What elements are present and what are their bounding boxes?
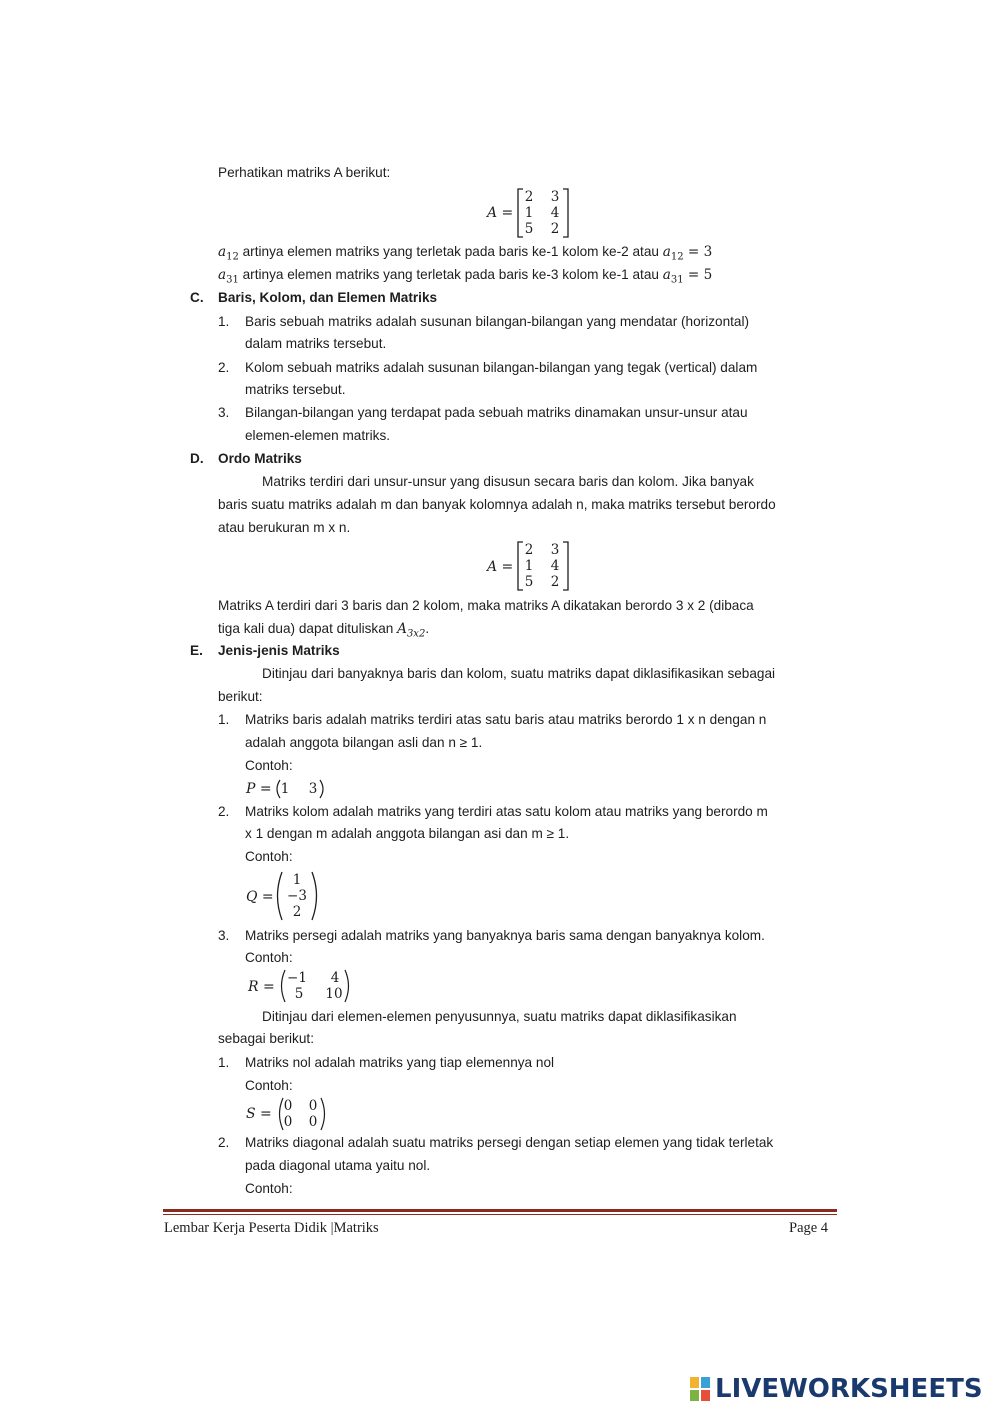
- matrix-r-cell: 5: [294, 986, 304, 1002]
- section-d-letter: D.: [190, 451, 204, 466]
- a12-value: = 3: [683, 244, 713, 260]
- list-number: 1.: [218, 314, 230, 329]
- matrix-a-cell: 1: [524, 205, 534, 221]
- contoh-label: Contoh:: [245, 950, 293, 965]
- list-number: 2.: [218, 804, 230, 819]
- list-number: 3.: [218, 405, 230, 420]
- a31-symbol: a: [218, 267, 227, 283]
- section-d-title: Ordo Matriks: [218, 451, 302, 466]
- ordo-line: [218, 620, 429, 638]
- ordo-subscript: 3x2: [406, 628, 426, 640]
- matrix-a-cell: 4: [550, 205, 560, 221]
- matrix-s-cell: 0: [283, 1098, 293, 1114]
- list-item-line: Matriks diagonal adalah suatu matriks persegi dengan setiap elemen yang tidak terletak: [245, 1135, 774, 1150]
- logo-square-icon: [690, 1390, 699, 1401]
- contoh-label: Contoh:: [245, 1078, 293, 1093]
- matrix-a2-cell: 1: [524, 558, 534, 574]
- matrix-s-cell: 0: [283, 1114, 293, 1130]
- a31-line: [218, 266, 712, 284]
- list-item-line: Matriks nol adalah matriks yang tiap elemennya nol: [245, 1055, 555, 1070]
- a31-subscript: 31: [670, 274, 684, 286]
- matrix-p: [274, 779, 326, 799]
- paragraph-line: Ditinjau dari banyaknya baris dan kolom, suatu matriks dapat diklasifikasikan sebagai: [262, 666, 776, 681]
- matrix-s: [276, 1097, 328, 1131]
- a12-text: artinya elemen matriks yang terletak pada baris ke-1 kolom ke-2 atau: [238, 244, 663, 259]
- matrix-r-cell: 10: [325, 986, 343, 1002]
- matrix-a-cell: 3: [550, 189, 560, 205]
- matrix-a-label: A =: [487, 205, 514, 221]
- list-item-line: elemen-elemen matriks.: [245, 428, 391, 443]
- a12-subscript: 12: [226, 251, 239, 263]
- intro-line: Perhatikan matriks A berikut:: [218, 165, 391, 180]
- matrix-p-cell: 1: [280, 781, 290, 797]
- a12-subscript: 12: [670, 251, 684, 263]
- matrix-r: [278, 969, 352, 1003]
- matrix-r-cell: −1: [287, 970, 307, 986]
- a12-symbol: a: [218, 244, 227, 260]
- matrix-a2-cell: 5: [524, 574, 534, 590]
- list-item-line: Matriks persegi adalah matriks yang banyaknya baris sama dengan banyaknya kolom.: [245, 928, 765, 943]
- matrix-a2: [517, 541, 569, 591]
- paragraph-line: Matriks A terdiri dari 3 baris dan 2 kolom, maka matriks A dikatakan berordo 3 x 2 (dibaca: [218, 598, 754, 613]
- contoh-label: Contoh:: [245, 758, 293, 773]
- matrix-r-cell: 4: [330, 970, 340, 986]
- list-item-line: pada diagonal utama yaitu nol.: [245, 1158, 431, 1173]
- contoh-label: Contoh:: [245, 1181, 293, 1196]
- list-item-line: x 1 dengan m adalah anggota bilangan asi dan m ≥ 1.: [245, 826, 570, 841]
- list-number: 1.: [218, 1055, 230, 1070]
- matrix-a2-label: A =: [487, 559, 514, 575]
- matrix-q-cell: 1: [292, 872, 302, 888]
- list-number: 2.: [218, 1135, 230, 1150]
- list-item-line: adalah anggota bilangan asli dan n ≥ 1.: [245, 735, 483, 750]
- list-number: 1.: [218, 712, 230, 727]
- paragraph-line: atau berukuran m x n.: [218, 520, 351, 535]
- matrix-s-cell: 0: [308, 1098, 318, 1114]
- matrix-a2-cell: 3: [550, 542, 560, 558]
- contoh-label: Contoh:: [245, 849, 293, 864]
- footer-title: Lembar Kerja Peserta Didik |Matriks: [164, 1220, 379, 1236]
- list-item-line: matriks tersebut.: [245, 382, 346, 397]
- list-number: 2.: [218, 360, 230, 375]
- matrix-s-label: S =: [246, 1106, 272, 1122]
- a31-subscript: 31: [226, 274, 239, 286]
- list-item-line: Baris sebuah matriks adalah susunan bilangan-bilangan yang mendatar (horizontal): [245, 314, 750, 329]
- section-e-title: Jenis-jenis Matriks: [218, 643, 340, 658]
- paragraph-line: baris suatu matriks adalah m dan banyak kolomnya adalah n, maka matriks tersebut berordo: [218, 497, 776, 512]
- a12-symbol: a: [662, 244, 671, 260]
- paragraph-line: sebagai berikut:: [218, 1031, 314, 1046]
- list-item-line: dalam matriks tersebut.: [245, 336, 387, 351]
- matrix-q-cell: 2: [292, 904, 302, 920]
- a31-value: = 5: [683, 267, 713, 283]
- logo-square-icon: [701, 1377, 710, 1388]
- list-number: 3.: [218, 928, 230, 943]
- ordo-text: tiga kali dua) dapat dituliskan: [218, 621, 398, 636]
- matrix-p-cell: 3: [308, 781, 318, 797]
- section-e-letter: E.: [190, 643, 203, 658]
- liveworksheets-logo: [690, 1374, 983, 1404]
- section-c-title: Baris, Kolom, dan Elemen Matriks: [218, 290, 438, 305]
- matrix-r-label: R =: [248, 979, 275, 995]
- paragraph-line: Ditinjau dari elemen-elemen penyusunnya, suatu matriks dapat diklasifikasikan: [262, 1009, 737, 1024]
- matrix-q: [274, 871, 320, 921]
- paragraph-line: Matriks terdiri dari unsur-unsur yang disusun secara baris dan kolom. Jika banyak: [262, 474, 754, 489]
- matrix-p-label: P =: [246, 781, 272, 797]
- logo-square-icon: [701, 1390, 710, 1401]
- a12-line: [218, 243, 712, 261]
- ordo-symbol: A: [397, 621, 407, 637]
- matrix-q-label: Q =: [246, 889, 274, 905]
- page-number: Page 4: [789, 1220, 829, 1236]
- matrix-a: [517, 188, 569, 238]
- list-item-line: Matriks kolom adalah matriks yang terdiri atas satu kolom atau matriks yang berordo m: [245, 804, 768, 819]
- matrix-q-cell: −3: [287, 888, 307, 904]
- list-item-line: Matriks baris adalah matriks terdiri atas satu baris atau matriks berordo 1 x n dengan n: [245, 712, 767, 727]
- a31-symbol: a: [662, 267, 671, 283]
- matrix-a2-cell: 2: [550, 574, 560, 590]
- section-c-letter: C.: [190, 290, 204, 305]
- matrix-a2-cell: 4: [550, 558, 560, 574]
- footer-rule: [163, 1209, 837, 1212]
- list-item-line: Bilangan-bilangan yang terdapat pada sebuah matriks dinamakan unsur-unsur atau: [245, 405, 748, 420]
- matrix-a-cell: 2: [550, 221, 560, 237]
- ordo-end: .: [425, 621, 430, 636]
- footer-rule-thin: [163, 1214, 837, 1215]
- matrix-a-cell: 2: [524, 189, 534, 205]
- matrix-a2-cell: 2: [524, 542, 534, 558]
- matrix-s-cell: 0: [308, 1114, 318, 1130]
- liveworksheets-logo-text: LIVEWORKSHEETS: [715, 1374, 983, 1404]
- matrix-a-cell: 5: [524, 221, 534, 237]
- list-item-line: Kolom sebuah matriks adalah susunan bilangan-bilangan yang tegak (vertical) dalam: [245, 360, 758, 375]
- logo-square-icon: [690, 1377, 699, 1388]
- a31-text: artinya elemen matriks yang terletak pada baris ke-3 kolom ke-1 atau: [238, 267, 663, 282]
- paragraph-line: berikut:: [218, 689, 263, 704]
- liveworksheets-logo-icon: [690, 1377, 710, 1401]
